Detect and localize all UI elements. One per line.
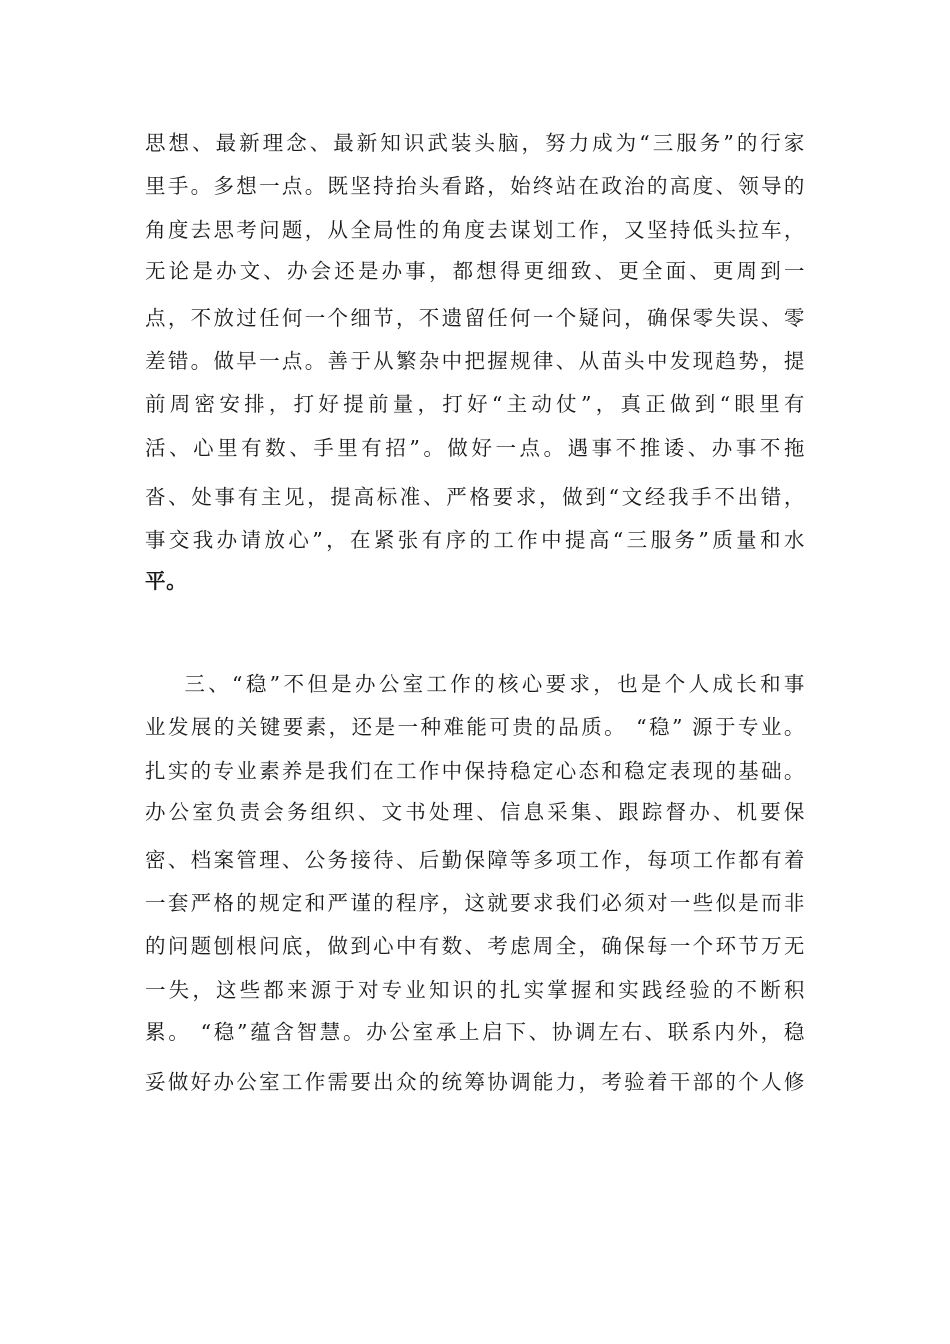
paragraph-2-line-2: 业发展的关键要素，还是一种难能可贵的品质。 “稳” 源于专业。 xyxy=(145,715,805,739)
paragraph-1-line-9: 沓、处事有主见，提高标准、严格要求，做到“文经我手不出错， xyxy=(145,485,805,509)
paragraph-1-line-7: 前周密安排，打好提前量，打好“主动仗”，真正做到“眼里有 xyxy=(145,392,805,416)
paragraph-2-line-5: 密、档案管理、公务接待、后勤保障等多项工作，每项工作都有着 xyxy=(145,848,805,872)
paragraph-2-line-7: 的问题刨根问底，做到心中有数、考虑周全，确保每一个环节万无 xyxy=(145,934,805,958)
paragraph-1-line-4: 无论是办文、办会还是办事，都想得更细致、更全面、更周到一 xyxy=(145,259,805,283)
paragraph-1-line-3: 角度去思考问题，从全局性的角度去谋划工作，又坚持低头拉车， xyxy=(145,218,805,242)
paragraph-1-line-11: 平。 xyxy=(145,569,188,593)
paragraph-1-line-1: 思想、最新理念、最新知识武装头脑，努力成为“三服务”的行家 xyxy=(145,131,805,155)
paragraph-2-line-9: 累。 “稳”蕴含智慧。办公室承上启下、协调左右、联系内外，稳 xyxy=(145,1020,805,1044)
paragraph-2-line-10: 妥做好办公室工作需要出众的统筹协调能力，考验着干部的个人修 xyxy=(145,1070,805,1094)
paragraph-2-line-1: 三、“稳”不但是办公室工作的核心要求，也是个人成长和事 xyxy=(145,672,805,696)
paragraph-1-line-10: 事交我办请放心”，在紧张有序的工作中提高“三服务”质量和水 xyxy=(145,528,805,552)
paragraph-1-line-8: 活、心里有数、手里有招”。做好一点。遇事不推诿、办事不拖 xyxy=(145,436,805,460)
paragraph-1-line-5: 点，不放过任何一个细节，不遗留任何一个疑问，确保零失误、零 xyxy=(145,306,805,330)
paragraph-2-line-6: 一套严格的规定和严谨的程序，这就要求我们必须对一些似是而非 xyxy=(145,891,805,915)
paragraph-1-line-6: 差错。做早一点。善于从繁杂中把握规律、从苗头中发现趋势，提 xyxy=(145,349,805,373)
paragraph-2-line-8: 一失，这些都来源于对专业知识的扎实掌握和实践经验的不断积 xyxy=(145,978,805,1002)
paragraph-1-line-2: 里手。多想一点。既坚持抬头看路，始终站在政治的高度、领导的 xyxy=(145,174,805,198)
paragraph-2-line-3: 扎实的专业素养是我们在工作中保持稳定心态和稳定表现的基础。 xyxy=(145,759,805,783)
paragraph-2-line-4: 办公室负责会务组织、文书处理、信息采集、跟踪督办、机要保 xyxy=(145,800,805,824)
